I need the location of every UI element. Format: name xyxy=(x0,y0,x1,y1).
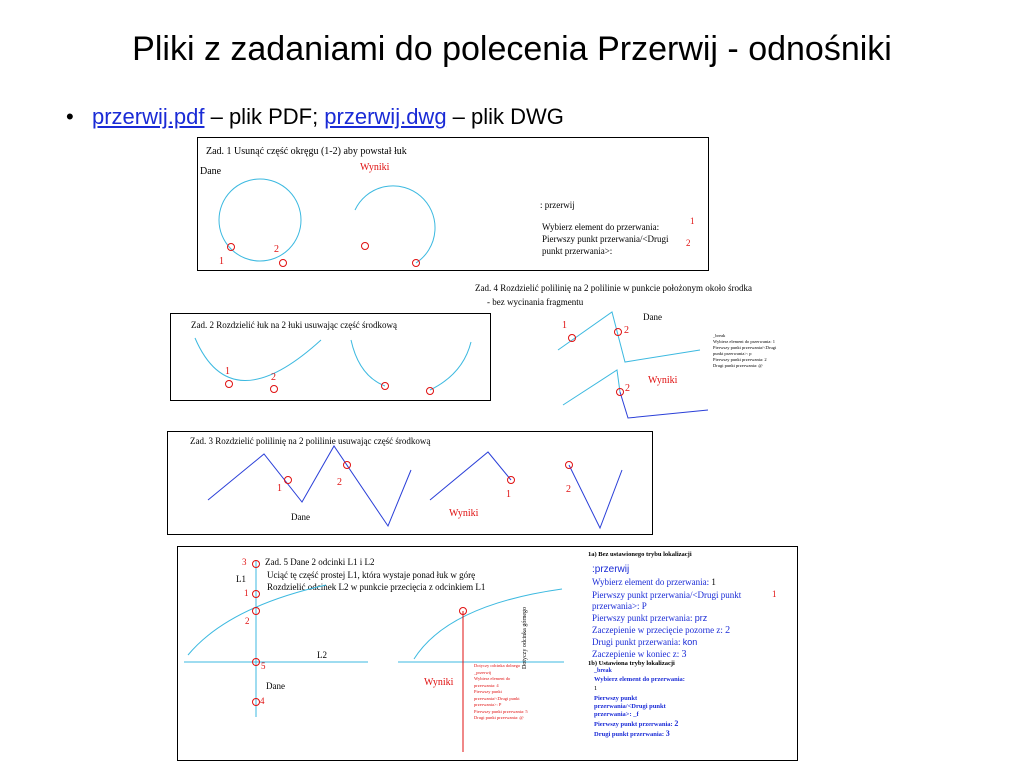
zad5-a1 xyxy=(592,577,716,587)
zad5-a5 xyxy=(592,637,697,647)
dwg-link[interactable]: przerwij.dwg xyxy=(324,104,447,129)
zad5-small-4: Pierwszy punkt xyxy=(474,689,502,694)
zad5-a4-text: Zaczepienie w przecięcie pozorne z: xyxy=(592,625,726,635)
zad5-b2: Pierwszy punkt xyxy=(594,695,638,702)
zad5-panel xyxy=(177,546,798,761)
zad5-b5 xyxy=(594,719,678,728)
zad5-small-3: przerwania: 4 xyxy=(474,682,499,688)
zad5-label-3: 3 xyxy=(242,557,247,567)
zad5-label-5: 5 xyxy=(261,661,266,671)
zad5-small-1: _przerwij xyxy=(474,669,492,675)
zad4-small-5: Drugi punkt przerwania: @ xyxy=(713,363,763,368)
zad5-section-b: 1b) Ustawiona tryby lokalizacji xyxy=(588,660,675,667)
zad1-label-1: 1 xyxy=(219,256,224,267)
zad5-cmd-a: :przerwij xyxy=(592,564,630,575)
zad5-b6 xyxy=(594,729,670,738)
zad5-section-a: 1a) Bez ustawionego trybu lokalizacji xyxy=(588,551,692,558)
zad5-a4 xyxy=(592,625,730,636)
zad2-result-arc-left xyxy=(351,340,385,386)
zad5-label-4: 4 xyxy=(260,696,265,706)
zad5-b6-text: Drugi punkt przerwania: xyxy=(594,731,666,738)
zad2-heading: Zad. 2 Rozdzielić łuk na 2 łuki usuwając część środkową xyxy=(191,320,397,330)
zad1-marker-2: 2 xyxy=(686,238,691,248)
zad4-small-1: Wybierz element do przerwania: 1 xyxy=(713,339,775,344)
zad2-panel xyxy=(170,313,491,401)
zad2-point-2 xyxy=(271,386,278,393)
zad5-small-red xyxy=(474,663,528,722)
zad3-heading: Zad. 3 Rozdzielić polilinię na 2 polilinie usuwając część środkową xyxy=(190,436,431,446)
zad4-heading2: - bez wycinania fragmentu xyxy=(487,297,584,307)
zad5-b1: Wybierz element do przerwania: xyxy=(594,676,685,683)
zad5-label-l1: L1 xyxy=(236,574,246,584)
zad5-label-1: 1 xyxy=(244,588,249,598)
zad5-line3: Rozdzielić odcinek L2 w punkcie przecięcia z odcinkiem L1 xyxy=(267,582,486,592)
zad5-small-5: przerwania/<Drugi punkt xyxy=(474,695,520,701)
zad5-a1-text: Wybierz element do przerwania: xyxy=(592,577,712,587)
zad5-a2: Pierwszy punkt przerwania/<Drugi punkt xyxy=(592,590,742,600)
zad4-small-0: _break xyxy=(713,333,726,338)
zad1-heading: Zad. 1 Usunąć część okręgu (1-2) aby powstał łuk xyxy=(206,146,407,157)
zad5-a3-text: Pierwszy punkt przerwania: xyxy=(592,613,695,623)
zad1-dane-label: Dane xyxy=(200,166,222,177)
zad5-arc xyxy=(188,585,326,655)
zad5-a4-value: 2 xyxy=(725,625,731,636)
zad3-label-1: 1 xyxy=(277,483,282,494)
zad5-wyniki-label: Wyniki xyxy=(424,677,454,688)
zad5-b5-value: 2 xyxy=(674,719,679,728)
zad5-a3-value: prz xyxy=(694,613,708,623)
zad2-point-1 xyxy=(226,381,233,388)
zad3-result-left xyxy=(430,452,511,500)
zad5-small-0: Dotyczy odcinka dolnego xyxy=(474,663,521,668)
zad5-a5-text: Drugi punkt przerwania: xyxy=(592,637,683,647)
zad5-label-2: 2 xyxy=(245,616,250,626)
dwg-desc: – plik DWG xyxy=(446,104,564,129)
zad4-heading1: Zad. 4 Rozdzielić polilinię na 2 polilinie w punkcie położonym około środka xyxy=(475,283,752,293)
zad5-a6 xyxy=(592,649,686,660)
zad2-result-point-2 xyxy=(427,388,434,395)
zad1-wyniki-label: Wyniki xyxy=(360,162,390,173)
zad3-dane-label: Dane xyxy=(291,512,310,522)
zad4-label-1: 1 xyxy=(562,320,567,331)
zad4-wyniki-label: Wyniki xyxy=(648,375,678,386)
zad1-marker-1: 1 xyxy=(690,216,695,226)
zad5-b5-text: Pierwszy punkt przerwania: xyxy=(594,721,675,728)
zad5-line2: Uciąć tę część prostej L1, która wystaje ponad łuk w górę xyxy=(267,570,476,580)
zad5-b6-value: 3 xyxy=(665,729,670,738)
zad5-small-6: przerwania>: P xyxy=(474,702,502,707)
zad4-small-3: punkt przerwania>: p xyxy=(713,351,752,356)
zad5-a3 xyxy=(592,613,707,623)
zad4-result-label-2: 2 xyxy=(625,383,630,394)
zad3-label-2: 2 xyxy=(337,477,342,488)
zad3-result-right xyxy=(569,465,622,528)
zad1-line3: punkt przerwania>: xyxy=(542,246,613,256)
zad3-result-label-2: 2 xyxy=(566,484,571,495)
zad5-b4: przerwania>: _f xyxy=(594,711,639,718)
zad5-small-7: Pierwszy punkt przerwania: 5 xyxy=(474,708,528,714)
zad5-a2b: przerwania>: P xyxy=(592,601,647,611)
zad2-arc xyxy=(195,338,321,381)
zad3-drawing xyxy=(168,432,652,534)
zad5-small-8: Drugi punkt przerwania: @ xyxy=(474,715,524,720)
zad2-label-2: 2 xyxy=(271,372,276,383)
zad5-b3: przerwania/<Drugi punkt xyxy=(594,703,666,710)
zad5-heading: Zad. 5 Dane 2 odcinki L1 i L2 xyxy=(265,557,375,567)
zad4-dane-label: Dane xyxy=(643,312,662,322)
zad4-label-2: 2 xyxy=(624,325,629,336)
pdf-desc: – plik PDF; xyxy=(204,104,325,129)
zad5-a6-value: 3 xyxy=(681,649,687,660)
zad1-line2: Pierwszy punkt przerwania/<Drugi xyxy=(542,234,669,244)
zad5-small-2: Wybierz element do xyxy=(474,676,511,681)
zad2-result-arc-right xyxy=(430,342,471,390)
zad1-line1: Wybierz element do przerwania: xyxy=(542,222,660,232)
zad5-b1-value: 1 xyxy=(594,685,598,692)
zad5-b0: _break xyxy=(594,668,612,674)
bullet-dot: • xyxy=(66,104,74,129)
page-title: Pliki z zadaniami do polecenia Przerwij - odnośniki xyxy=(132,30,892,68)
zad3-wyniki-label: Wyniki xyxy=(449,508,479,519)
zad5-a1-value: 1 xyxy=(711,577,716,587)
zad5-a5-value: kon xyxy=(682,637,698,647)
zad4-small-4: Pierwszy punkt przerwania: 2 xyxy=(713,357,767,362)
zad5-red-one: 1 xyxy=(772,589,777,599)
pdf-link[interactable]: przerwij.pdf xyxy=(92,104,205,129)
zad3-result-label-1: 1 xyxy=(506,489,511,500)
zad4-small-cmds xyxy=(713,333,776,369)
zad3-panel xyxy=(167,431,653,535)
zad4-result-left xyxy=(563,370,620,405)
zad4-polyline xyxy=(558,312,700,362)
zad4-result-right xyxy=(620,392,708,418)
zad5-dane-label: Dane xyxy=(266,681,285,691)
zad5-result-arc xyxy=(414,589,562,659)
zad2-label-1: 1 xyxy=(225,366,230,377)
zad2-drawing xyxy=(171,314,490,400)
zad5-label-l2: L2 xyxy=(317,650,327,660)
zad1-cmd: : przerwij xyxy=(540,200,575,210)
zad1-label-2: 2 xyxy=(274,244,279,255)
zad3-point-1 xyxy=(285,477,292,484)
zad5-vertical-label: Dotyczy odcinka górnego xyxy=(522,607,528,669)
zad5-a6-text: Zaczepienie w koniec z: xyxy=(592,649,682,659)
zad4-small-2: Pierwszy punkt przerwania/<Drugi xyxy=(713,345,777,350)
